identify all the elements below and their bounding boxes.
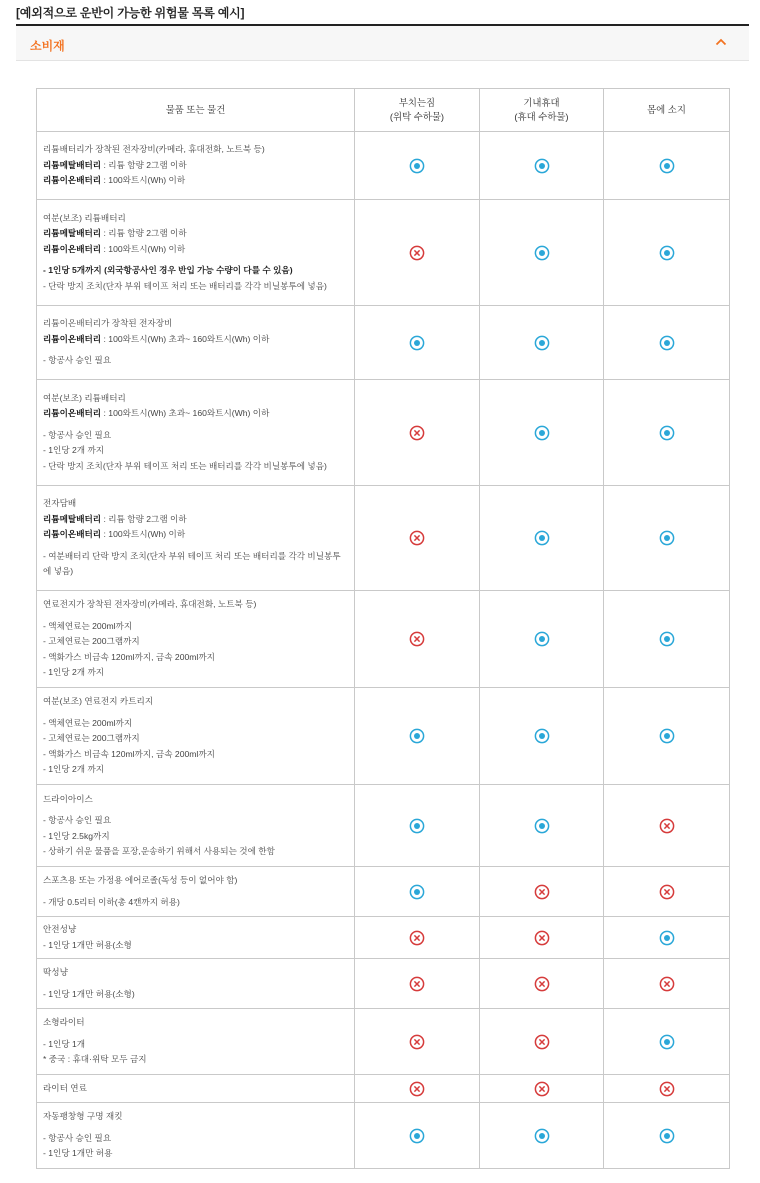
status-person [604,132,730,200]
battery-type: 리튬이온배터리 [43,243,102,254]
status-cabin [480,917,604,959]
item-note: - 항공사 승인 필요 [43,429,112,440]
battery-type: 리튬메탈배터리 [43,513,102,524]
status-person [604,688,730,785]
battery-type: 리튬이온배터리 [43,333,102,344]
allowed-icon [409,158,425,174]
item-name: 여분(보조) 연료전지 카트리지 [43,696,154,707]
status-checked [355,1103,480,1169]
status-checked [355,486,480,591]
item-name: 안전성냥 [43,924,77,934]
table-row [37,1103,730,1169]
table-row [37,1075,730,1103]
item-note: - 항공사 승인 필요 [43,355,112,366]
page-title: [예외적으로 운반이 가능한 위험물 목록 예시] [16,6,245,20]
status-cabin [480,486,604,591]
battery-type: 리튬이온배터리 [43,175,102,186]
item-note: * 중국 : 휴대·위탁 모두 금지 [43,1054,147,1065]
battery-limit: : 100와트시(Wh) 이하 [101,175,186,186]
item-note: - 개당 0.5리터 이하(총 4캔까지 허용) [43,896,180,907]
header-on-person: 몸에 소지 [604,89,730,132]
header-item: 물품 또는 물건 [37,89,355,132]
item-note: - 1인당 1개만 허용 [43,1148,113,1159]
table-row [37,200,730,306]
status-checked [355,132,480,200]
allowed-icon [659,335,675,351]
status-person [604,380,730,486]
header-checked-baggage [355,89,480,132]
status-person [604,917,730,959]
status-checked [355,959,480,1009]
item-name: 리튬이온배터리가 장착된 전자장비 [43,318,173,329]
status-cabin [480,867,604,917]
item-description [37,1103,355,1169]
allowed-icon [534,818,550,834]
item-name: 드라이아이스 [43,793,93,804]
allowed-icon [409,1128,425,1144]
status-checked [355,867,480,917]
status-cabin [480,1009,604,1075]
battery-limit: : 리튬 함량 2그램 이하 [101,159,187,170]
battery-limit: : 100와트시(Wh) 초과~ 160와트시(Wh) 이하 [101,408,270,419]
item-note: - 1인당 1개 [43,1038,86,1049]
status-person [604,867,730,917]
forbidden-icon [409,1081,425,1097]
forbidden-icon [659,818,675,834]
battery-spec [43,226,348,242]
table-row [37,785,730,867]
item-note: - 액화가스 비금속 120ml까지, 금속 200ml까지 [43,651,215,662]
item-description [37,200,355,306]
battery-limit: : 리튬 함량 2그램 이하 [101,513,187,524]
item-name: 자동팽창형 구명 재킷 [43,1111,123,1122]
item-name: 라이터 연료 [43,1082,87,1093]
battery-spec [43,527,348,543]
dangerous-goods-table [36,88,730,1169]
item-description [37,306,355,380]
table-row [37,486,730,591]
dangerous-goods-table-container [36,88,729,1169]
item-name: 리튬배터리가 장착된 전자장비(카메라, 휴대전화, 노트북 등) [43,144,265,155]
item-description [37,380,355,486]
item-name: 스포츠용 또는 가정용 에어로졸(독성 등이 없어야 함) [43,875,238,885]
status-checked [355,306,480,380]
allowed-icon [534,158,550,174]
forbidden-icon [534,930,550,946]
item-name: 소형라이터 [43,1017,85,1028]
table-row [37,688,730,785]
allowed-icon [409,335,425,351]
battery-type: 리튬이온배터리 [43,408,102,419]
item-name: 딱성냥 [43,967,68,977]
item-name: 여분(보조) 리튬배터리 [43,212,126,223]
forbidden-icon [409,1034,425,1050]
item-note: - 고체연료는 200그램까지 [43,636,140,647]
forbidden-icon [409,530,425,546]
item-note: - 액화가스 비금속 120ml까지, 금속 200ml까지 [43,748,215,759]
forbidden-icon [534,976,550,992]
accordion-title: 소비재 [30,39,65,53]
status-person [604,486,730,591]
status-cabin [480,688,604,785]
battery-limit: : 100와트시(Wh) 초과~ 160와트시(Wh) 이하 [101,333,270,344]
battery-type: 리튬이온배터리 [43,529,102,540]
battery-spec [43,332,348,348]
table-row [37,132,730,200]
table-row [37,380,730,486]
forbidden-icon [534,884,550,900]
status-checked [355,688,480,785]
status-person [604,200,730,306]
status-cabin [480,306,604,380]
table-row [37,306,730,380]
status-cabin [480,380,604,486]
item-note: - 액체연료는 200ml까지 [43,620,133,631]
allowed-icon [534,530,550,546]
item-note: - 1인당 2.5kg까지 [43,830,110,841]
table-row [37,917,730,959]
status-checked [355,917,480,959]
battery-limit: : 리튬 함량 2그램 이하 [101,228,187,239]
status-person [604,306,730,380]
allowed-icon [659,245,675,261]
item-name: 전자담배 [43,498,77,509]
forbidden-icon [409,425,425,441]
table-row [37,867,730,917]
allowed-icon [409,728,425,744]
forbidden-icon [534,1034,550,1050]
status-person [604,1009,730,1075]
battery-limit: : 100와트시(Wh) 이하 [101,529,186,540]
battery-limit: : 100와트시(Wh) 이하 [101,243,186,254]
status-person [604,1103,730,1169]
allowed-icon [659,425,675,441]
allowed-icon [534,335,550,351]
forbidden-icon [409,245,425,261]
status-person [604,785,730,867]
chevron-up-icon[interactable] [715,38,727,46]
status-checked [355,380,480,486]
table-row [37,591,730,688]
status-cabin [480,785,604,867]
item-note: - 1인당 1개만 허용(소형) [43,988,135,999]
allowed-icon [534,425,550,441]
status-cabin [480,591,604,688]
item-note: - 1인당 2개 까지 [43,667,105,678]
status-cabin [480,959,604,1009]
allowed-icon [534,728,550,744]
item-note: - 상하기 쉬운 물품을 포장,운송하기 위해서 사용되는 것에 한함 [43,846,275,856]
allowed-icon [659,1128,675,1144]
forbidden-icon [409,976,425,992]
status-checked [355,200,480,306]
status-checked [355,1009,480,1075]
item-description [37,486,355,591]
item-description [37,1075,355,1103]
battery-type: 리튬메탈배터리 [43,228,102,239]
allowed-icon [534,1128,550,1144]
allowed-icon [659,728,675,744]
header-checked-sub: (위탁 수하물) [389,111,445,122]
status-checked [355,591,480,688]
item-note: - 항공사 승인 필요 [43,1132,112,1143]
item-description [37,785,355,867]
allowed-icon [659,158,675,174]
forbidden-icon [534,1081,550,1097]
header-cabin-title: 기내휴대 [523,97,560,108]
item-note: - 1인당 1개만 허용(소형 [43,939,132,950]
item-note: - 1인당 2개 까지 [43,764,105,775]
item-note: - 1인당 5개까지 (외국항공사인 경우 반입 가능 수량이 다를 수 있음) [43,265,293,276]
allowed-icon [659,530,675,546]
forbidden-icon [659,884,675,900]
item-note: - 항공사 승인 필요 [43,815,112,825]
status-checked [355,1075,480,1103]
item-note: - 단락 방지 조치(단자 부위 테이프 처리 또는 배터리를 각각 비닐봉투에 넣음) [43,460,327,471]
item-note: - 여분배터리 단락 방지 조치(단자 부위 테이프 처리 또는 배터리를 각각 비닐봉투에 넣음) [43,550,341,577]
allowed-icon [534,631,550,647]
item-note: - 단락 방지 조치(단자 부위 테이프 처리 또는 배터리를 각각 비닐봉투에 넣음) [43,280,327,291]
table-header-row [37,89,730,132]
forbidden-icon [659,976,675,992]
status-person [604,959,730,1009]
status-cabin [480,1075,604,1103]
status-cabin [480,200,604,306]
item-description [37,132,355,200]
item-description [37,959,355,1009]
item-note: - 액체연료는 200ml까지 [43,717,133,728]
allowed-icon [659,1034,675,1050]
allowed-icon [534,245,550,261]
header-cabin-sub: (휴대 수하물) [514,111,569,122]
table-row [37,959,730,1009]
allowed-icon [409,884,425,900]
item-description [37,688,355,785]
battery-spec [43,158,348,174]
battery-spec [43,512,348,528]
header-checked-title: 부치는짐 [398,97,436,108]
battery-spec [43,406,348,422]
item-name: 여분(보조) 리튬배터리 [43,392,126,403]
item-description [37,917,355,959]
battery-type: 리튬메탈배터리 [43,159,102,170]
forbidden-icon [409,631,425,647]
status-person [604,591,730,688]
status-person [604,1075,730,1103]
allowed-icon [659,930,675,946]
forbidden-icon [659,1081,675,1097]
battery-spec [43,173,348,189]
item-description [37,1009,355,1075]
item-note: - 1인당 2개 까지 [43,445,105,456]
status-checked [355,785,480,867]
accordion-header-consumer-goods[interactable] [16,26,749,61]
item-description [37,867,355,917]
item-description [37,591,355,688]
battery-spec [43,242,348,258]
allowed-icon [659,631,675,647]
forbidden-icon [409,930,425,946]
table-body [37,132,730,1169]
status-cabin [480,1103,604,1169]
header-cabin-baggage [480,89,604,132]
item-note: - 고체연료는 200그램까지 [43,733,140,744]
allowed-icon [409,818,425,834]
table-row [37,1009,730,1075]
status-cabin [480,132,604,200]
item-name: 연료전지가 장착된 전자장비(카메라, 휴대전화, 노트북 등) [43,599,257,610]
